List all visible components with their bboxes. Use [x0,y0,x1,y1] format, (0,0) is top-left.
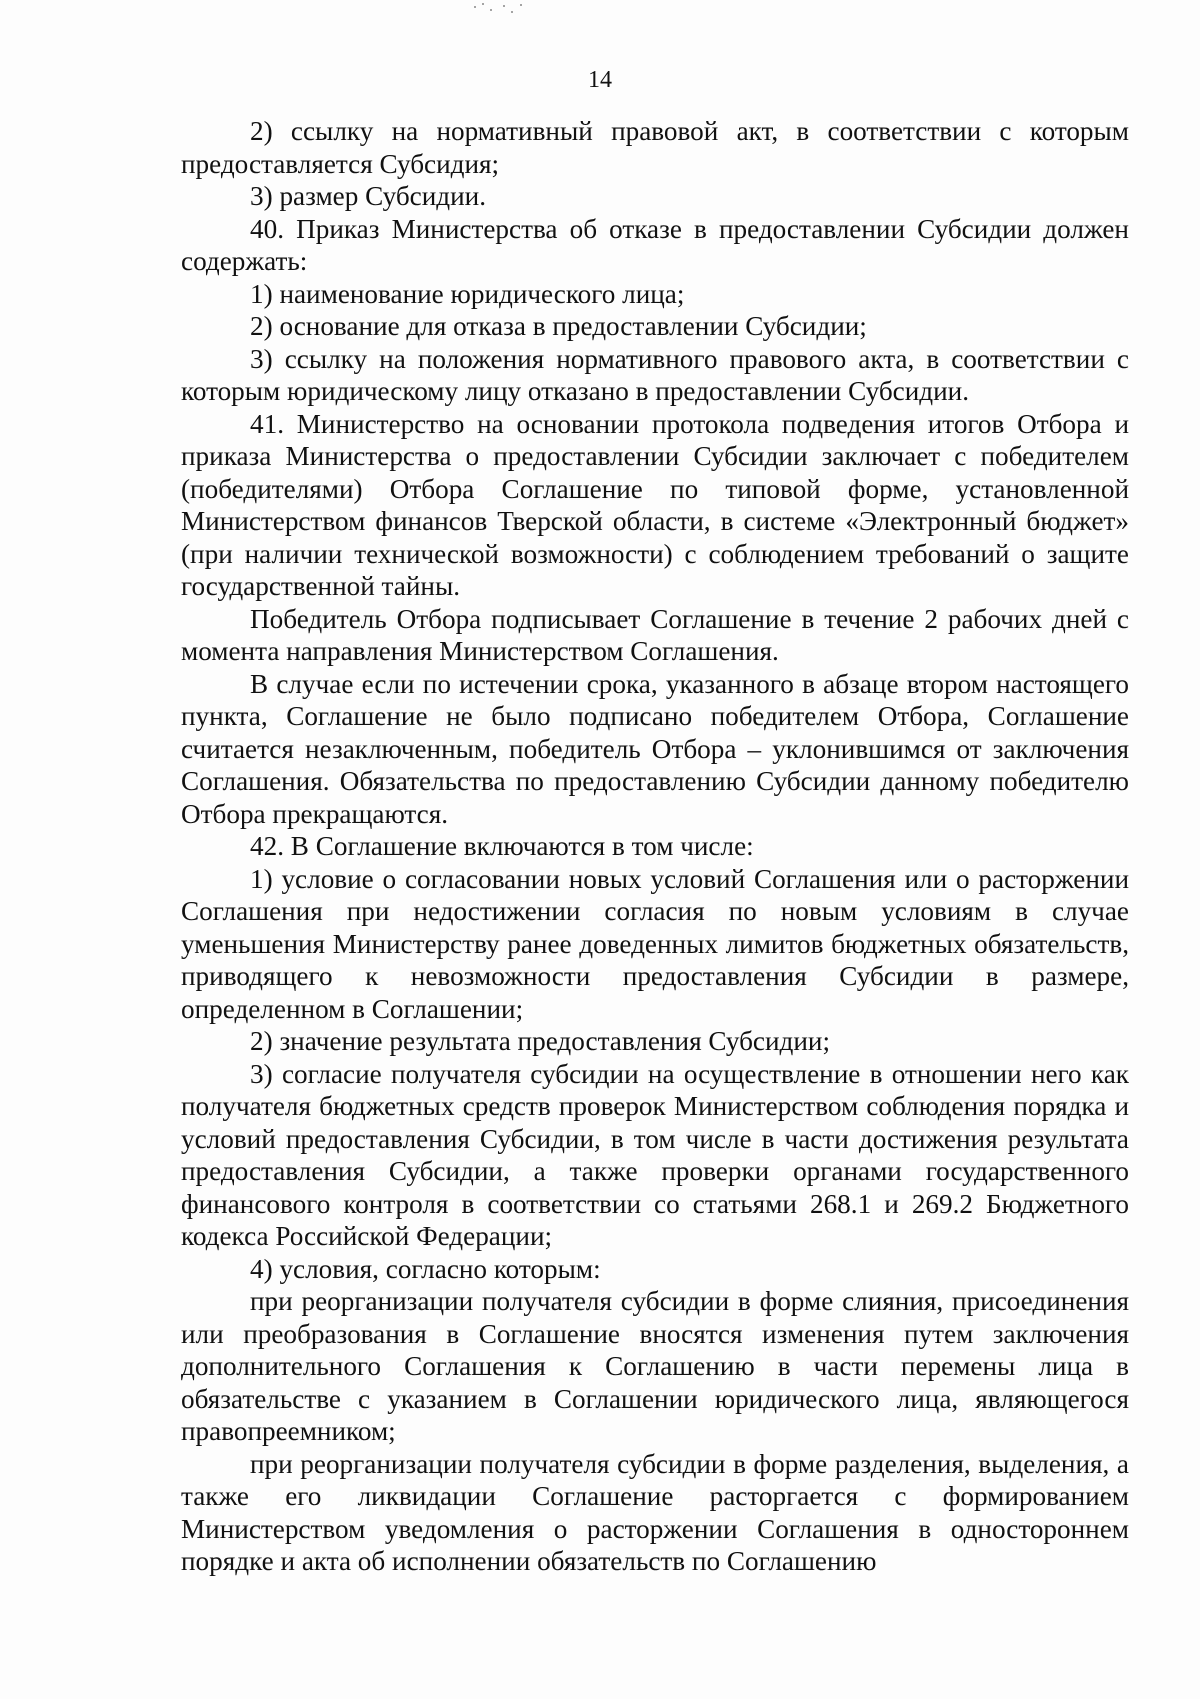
paragraph: 41. Министерство на основании протокола подведения итогов Отбора и приказа Министерства о предоставлении Субсидии заключает с победителем (победителями) Отбора Соглашение по типовой форме, установленной Министерством финансов Тверской области, в системе «Электронный бюджет» (при наличии технической возможности) с соблюдением требований о защите государственной тайны. [181,408,1129,601]
page-number: 14 [588,67,612,93]
paragraph: 3) размер Субсидии. [250,181,486,211]
paragraph: 40. Приказ Министерства об отказе в предоставлении Субсидии должен содержать: [181,213,1129,276]
paragraph: 2) значение результата предоставления Субсидии; [250,1026,831,1056]
paragraph: 3) согласие получателя субсидии на осуществление в отношении него как получателя бюджетных средств проверок Министерством соблюдения порядка и условий предоставления Субсидии, в том числе в части достижения результата предоставления Субсидии, а также проверки органами государственного финансового контроля в соответствии со статьями 268.1 и 269.2 Бюджетного кодекса Российской Федерации; [181,1058,1129,1251]
paragraph: 4) условия, согласно которым: [250,1253,601,1284]
paragraph: В случае если по истечении срока, указанного в абзаце втором настоящего пункта, Соглашение не было подписано победителем Отбора, Соглашение считается незаключенным, победитель Отбора – уклонившимся от заключения Соглашения. Обязательства по предоставлению Субсидии данному победителю Отбора прекращаются. [181,668,1129,829]
paragraph: Победитель Отбора подписывает Соглашение в течение 2 рабочих дней с момента направления Министерством Соглашения. [181,603,1129,666]
paragraph: 3) ссылку на положения нормативного правового акта, в соответствии с которым юридическому лицу отказано в предоставлении Субсидии. [181,343,1129,406]
paragraph: 2) ссылку на нормативный правовой акт, в соответствии с которым предоставляется Субсидия; [181,116,1129,179]
paragraph: 2) основание для отказа в предоставлении Субсидии; [250,311,867,341]
paragraph: 42. В Соглашение включаются в том числе: [250,831,754,861]
paragraph: 1) условие о согласовании новых условий Соглашения или о расторжении Соглашения при недостижении согласия по новым условиям в случае уменьшения Министерству ранее доведенных лимитов бюджетных обязательств, приводящего к невозможности предоставления Субсидии в размере, определенном в Соглашении; [181,863,1129,1024]
paragraph: 1) наименование юридического лица; [250,278,685,309]
document-body [181,115,1129,1578]
paragraph: при реорганизации получателя субсидии в форме слияния, присоединения или преобразования в Соглашение вносятся изменения путем заключения дополнительного Соглашения к Соглашению в части перемены лица в обязательстве с указанием в Соглашении юридического лица, являющегося правопреемником; [181,1286,1129,1446]
scan-artifact [470,0,530,18]
paragraph: при реорганизации получателя субсидии в форме разделения, выделения, а также его ликвидации Соглашение расторгается с формированием Министерством уведомления о расторжении Соглашения в одностороннем порядке и акта об исполнении обязательств по Соглашению [181,1448,1129,1576]
